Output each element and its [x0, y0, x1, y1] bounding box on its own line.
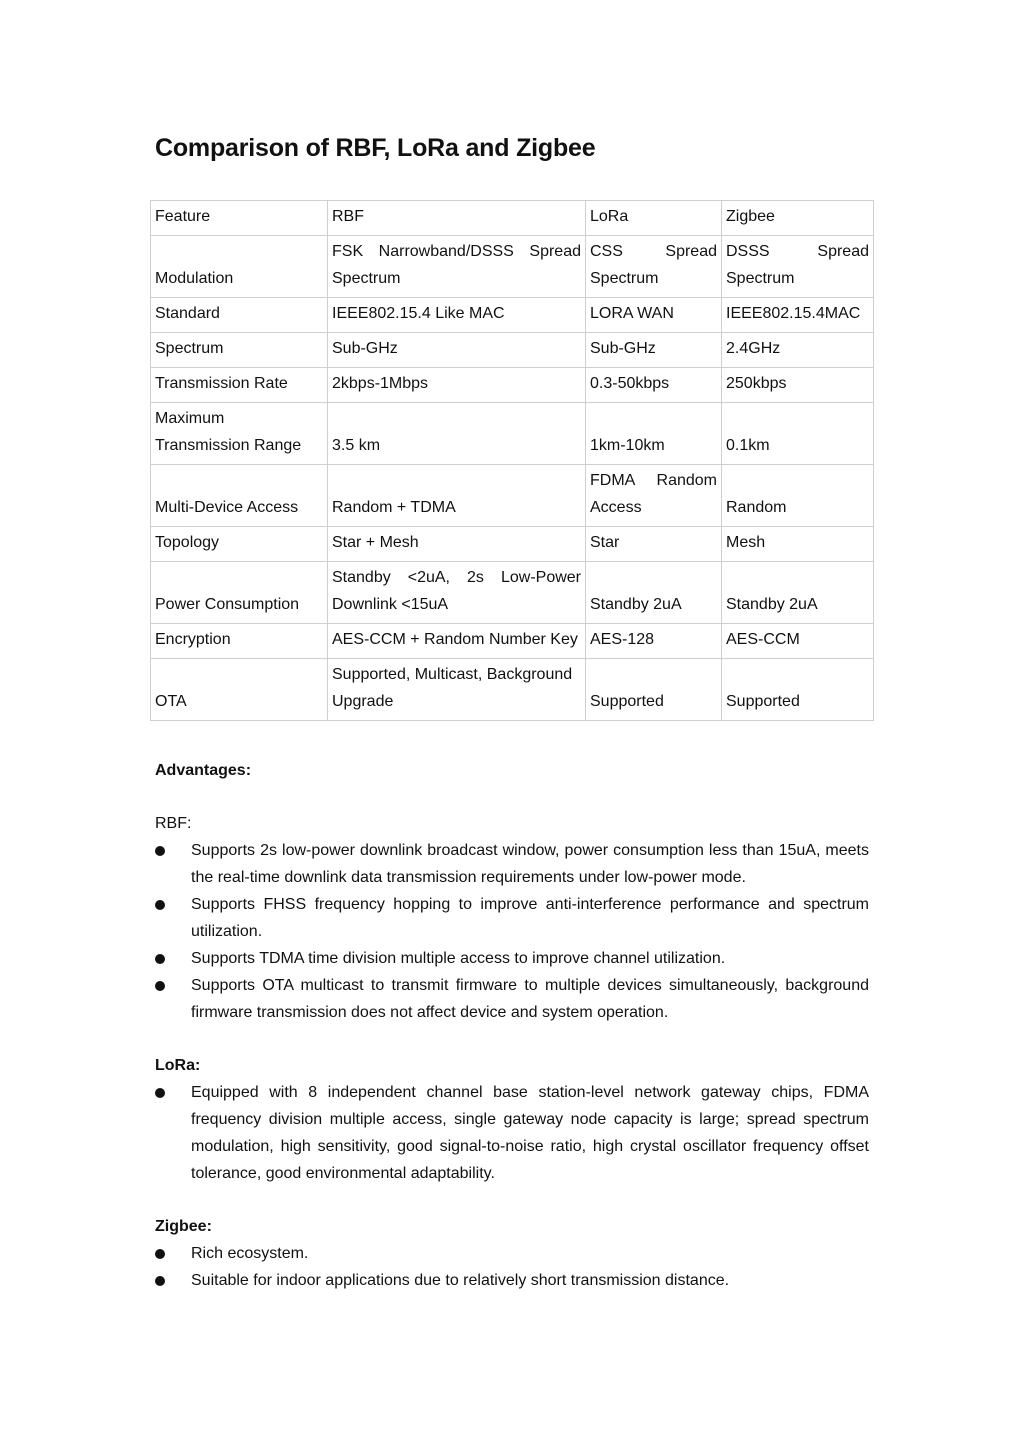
- list-item: Supports 2s low-power downlink broadcast window, power consumption less than 15uA, meets the real-time downlink data transmission requirements under low-power mode.: [155, 837, 869, 891]
- table-row-spectrum: [151, 333, 874, 368]
- table-cell: Sub-GHz: [328, 333, 586, 368]
- rbf-heading: RBF:: [155, 815, 192, 832]
- bullet-icon: [155, 1276, 165, 1286]
- table-cell: Power Consumption: [151, 562, 328, 624]
- table-cell: Random + TDMA: [328, 465, 586, 527]
- table-row-max-range: [151, 403, 874, 465]
- table-cell: 2kbps-1Mbps: [328, 368, 586, 403]
- rbf-bullet-list: [155, 837, 869, 1026]
- table-cell: Star: [586, 527, 722, 562]
- table-cell: 3.5 km: [328, 403, 586, 465]
- table-cell: Multi-Device Access: [151, 465, 328, 527]
- list-item: Equipped with 8 independent channel base station-level network gateway chips, FDMA frequency division multiple access, single gateway node capacity is large; spread spectrum modulation, high sensitivity, good signal-to-noise ratio, high crystal oscillator frequency offset tolerance, good environmental adaptability.: [155, 1079, 869, 1187]
- bullet-icon: [155, 1249, 165, 1259]
- table-cell: Modulation: [151, 236, 328, 298]
- bullet-icon: [155, 954, 165, 964]
- table-row-power-consumption: [151, 562, 874, 624]
- header-cell-feature: Feature: [151, 201, 328, 236]
- table-cell: IEEE802.15.4 Like MAC: [328, 298, 586, 333]
- list-item: Supports OTA multicast to transmit firmware to multiple devices simultaneously, background firmware transmission does not affect device and system operation.: [155, 972, 869, 1026]
- advantages-heading: Advantages:: [155, 762, 252, 779]
- bullet-icon: [155, 1088, 165, 1098]
- table-row-standard: [151, 298, 874, 333]
- bullet-icon: [155, 981, 165, 991]
- page-title: Comparison of RBF, LoRa and Zigbee: [155, 134, 596, 162]
- table-cell: Random: [722, 465, 874, 527]
- table-cell: AES-128: [586, 624, 722, 659]
- table-cell: 1km-10km: [586, 403, 722, 465]
- table-cell: Topology: [151, 527, 328, 562]
- table-row-encryption: [151, 624, 874, 659]
- list-item: Rich ecosystem.: [155, 1240, 869, 1267]
- table-cell: Spectrum: [151, 333, 328, 368]
- lora-bullet-list: [155, 1079, 869, 1187]
- rbf-advantages: [155, 810, 869, 1026]
- header-cell-rbf: RBF: [328, 201, 586, 236]
- table-cell: Standard: [151, 298, 328, 333]
- table-cell: 2.4GHz: [722, 333, 874, 368]
- lora-advantages: [155, 1052, 869, 1187]
- advantages-section: [155, 757, 869, 784]
- header-cell-zigbee: Zigbee: [722, 201, 874, 236]
- table-cell: Standby <2uA, 2s Low-Power Downlink <15uA: [328, 562, 586, 624]
- list-item: Supports TDMA time division multiple access to improve channel utilization.: [155, 945, 869, 972]
- table-row-modulation: [151, 236, 874, 298]
- table-cell: Supported: [586, 659, 722, 721]
- table-cell: AES-CCM: [722, 624, 874, 659]
- list-item: Supports FHSS frequency hopping to improve anti-interference performance and spectrum utilization.: [155, 891, 869, 945]
- zigbee-heading: Zigbee:: [155, 1218, 212, 1235]
- table-cell: Supported: [722, 659, 874, 721]
- table-cell: DSSS Spread Spectrum: [722, 236, 874, 298]
- header-cell-lora: LoRa: [586, 201, 722, 236]
- table-cell: Maximum Transmission Range: [151, 403, 328, 465]
- table-row-transmission-rate: [151, 368, 874, 403]
- list-item: Suitable for indoor applications due to relatively short transmission distance.: [155, 1267, 869, 1294]
- table-row-topology: [151, 527, 874, 562]
- table-cell: Standby 2uA: [722, 562, 874, 624]
- table-cell: Star + Mesh: [328, 527, 586, 562]
- table-cell: CSS Spread Spectrum: [586, 236, 722, 298]
- table-cell: Mesh: [722, 527, 874, 562]
- table-cell: Transmission Rate: [151, 368, 328, 403]
- table-header-row: [151, 201, 874, 236]
- table-cell: FSK Narrowband/DSSS Spread Spectrum: [328, 236, 586, 298]
- comparison-table: [150, 200, 874, 721]
- table-row-ota: [151, 659, 874, 721]
- table-cell: Supported, Multicast, Background Upgrade: [328, 659, 586, 721]
- bullet-icon: [155, 900, 165, 910]
- table-cell: FDMA Random Access: [586, 465, 722, 527]
- table-cell: Standby 2uA: [586, 562, 722, 624]
- table-cell: Encryption: [151, 624, 328, 659]
- table-cell: OTA: [151, 659, 328, 721]
- lora-heading: LoRa:: [155, 1057, 201, 1074]
- bullet-icon: [155, 846, 165, 856]
- table-cell: AES-CCM + Random Number Key: [328, 624, 586, 659]
- table-cell: 0.3-50kbps: [586, 368, 722, 403]
- table-cell: IEEE802.15.4MAC: [722, 298, 874, 333]
- zigbee-bullet-list: [155, 1240, 869, 1294]
- table-cell: 250kbps: [722, 368, 874, 403]
- table-cell: 0.1km: [722, 403, 874, 465]
- table-cell: Sub-GHz: [586, 333, 722, 368]
- table-row-multi-device-access: [151, 465, 874, 527]
- zigbee-advantages: [155, 1213, 869, 1294]
- table-cell: LORA WAN: [586, 298, 722, 333]
